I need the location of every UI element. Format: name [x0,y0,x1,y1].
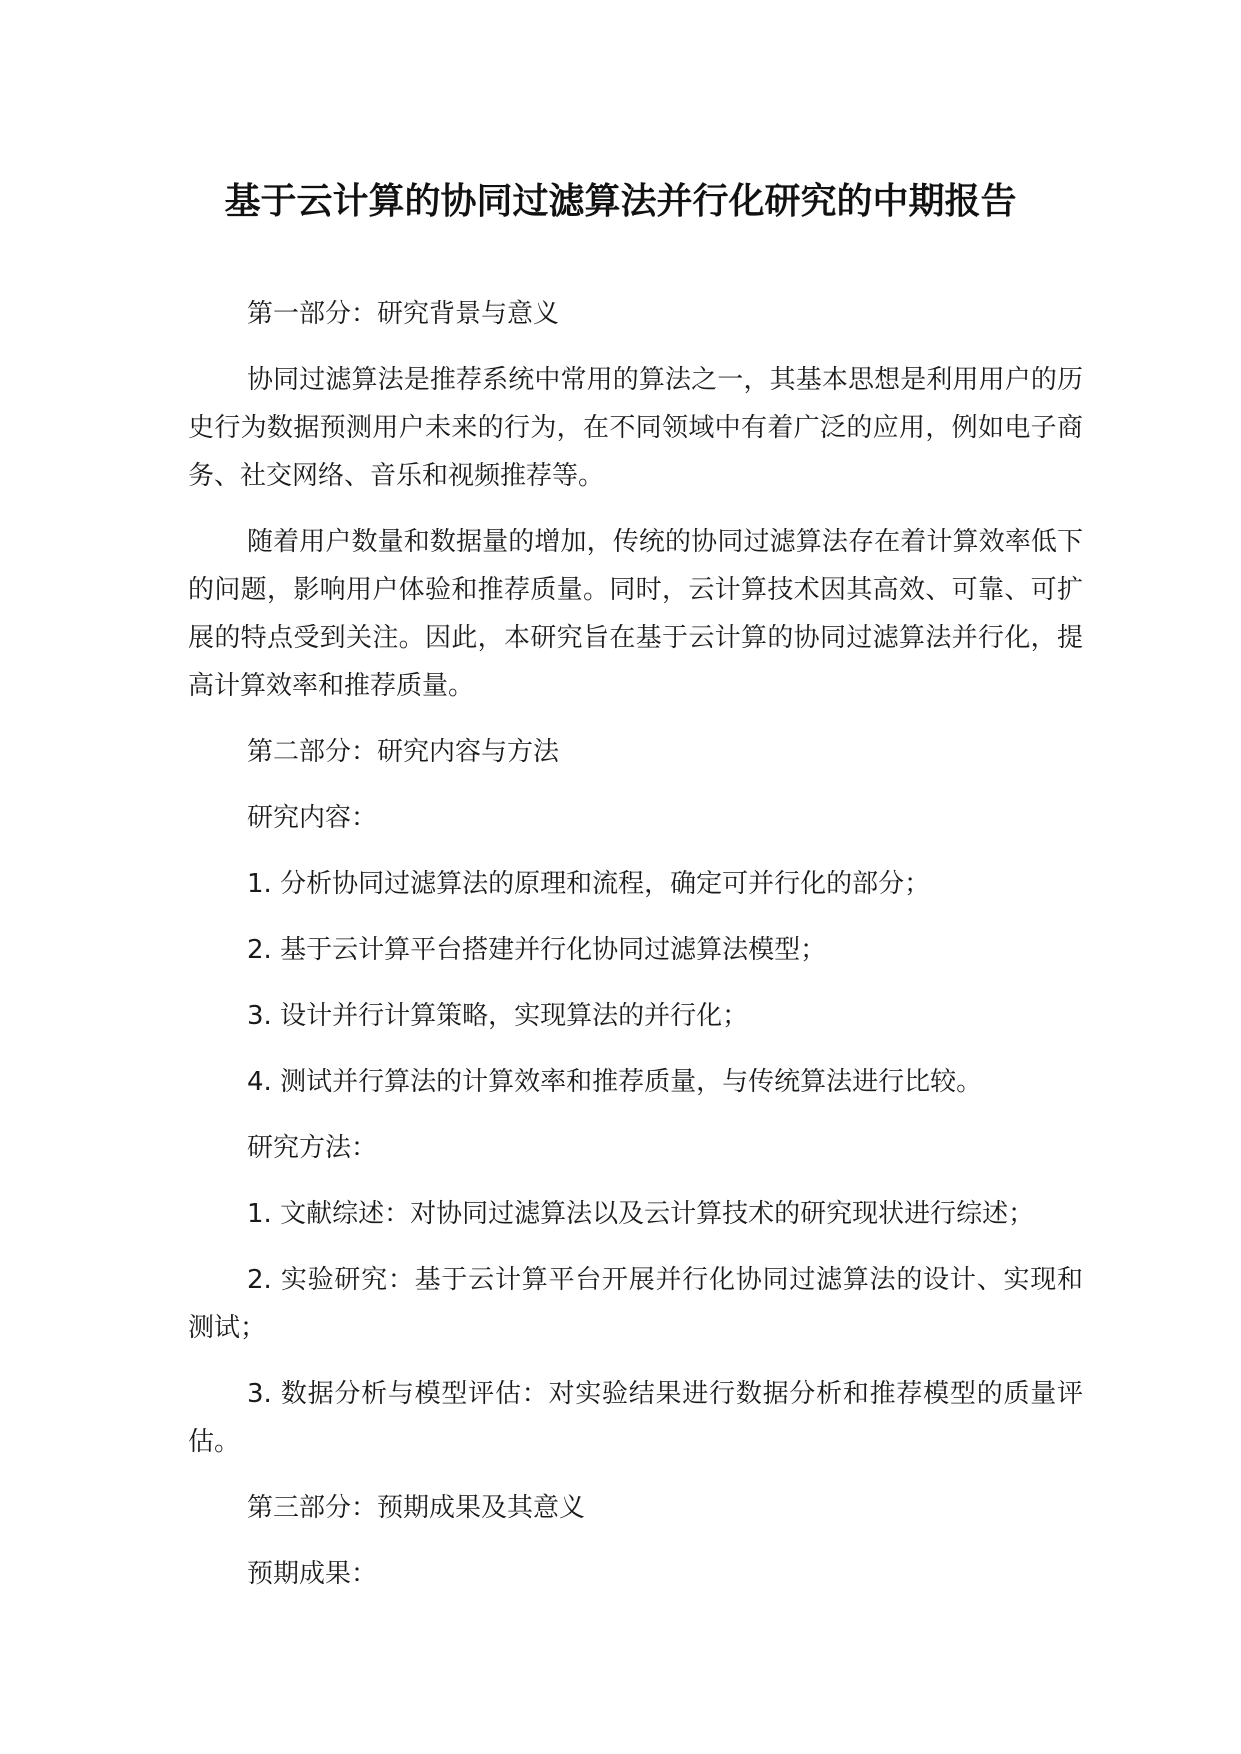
list-item-content-3: 3. 设计并行计算策略，实现算法的并行化； [247,1001,749,1031]
list-item-method-1: 1. 文献综述：对协同过滤算法以及云计算技术的研究现状进行综述； [247,1199,1035,1229]
paragraph-background: 协同过滤算法是推荐系统中常用的算法之一，其基本思想是利用用户的历史行为数据预测用户未来的行为，在不同领域中有着广泛的应用，例如电子商务、社交网络、音乐和视频推荐等。 [188,365,1083,491]
section-heading-part-one: 第一部分：研究背景与意义 [247,299,560,329]
paragraph-significance: 随着用户数量和数据量的增加，传统的协同过滤算法存在着计算效率低下的问题，影响用户体验和推荐质量。同时，云计算技术因其高效、可靠、可扩展的特点受到关注。因此，本研究旨在基于云计算的协同过滤算法并行化，提高计算效率和推荐质量。 [188,527,1083,701]
subheading-expected-results: 预期成果： [247,1559,378,1589]
document-body [188,290,1083,1616]
list-item-content-4: 4. 测试并行算法的计算效率和推荐质量，与传统算法进行比较。 [247,1067,983,1097]
subheading-research-methods: 研究方法： [247,1133,378,1163]
list-item-method-3: 3. 数据分析与模型评估：对实验结果进行数据分析和推荐模型的质量评估。 [188,1379,1083,1457]
section-heading-part-three: 第三部分：预期成果及其意义 [247,1493,586,1523]
section-heading-part-two: 第二部分：研究内容与方法 [247,737,560,767]
subheading-research-content: 研究内容： [247,803,378,833]
list-item-content-2: 2. 基于云计算平台搭建并行化协同过滤算法模型； [247,935,827,965]
list-item-method-2: 2. 实验研究：基于云计算平台开展并行化协同过滤算法的设计、实现和测试； [188,1265,1083,1343]
document-title: 基于云计算的协同过滤算法并行化研究的中期报告 [224,181,1017,222]
list-item-content-1: 1. 分析协同过滤算法的原理和流程，确定可并行化的部分； [247,869,931,899]
